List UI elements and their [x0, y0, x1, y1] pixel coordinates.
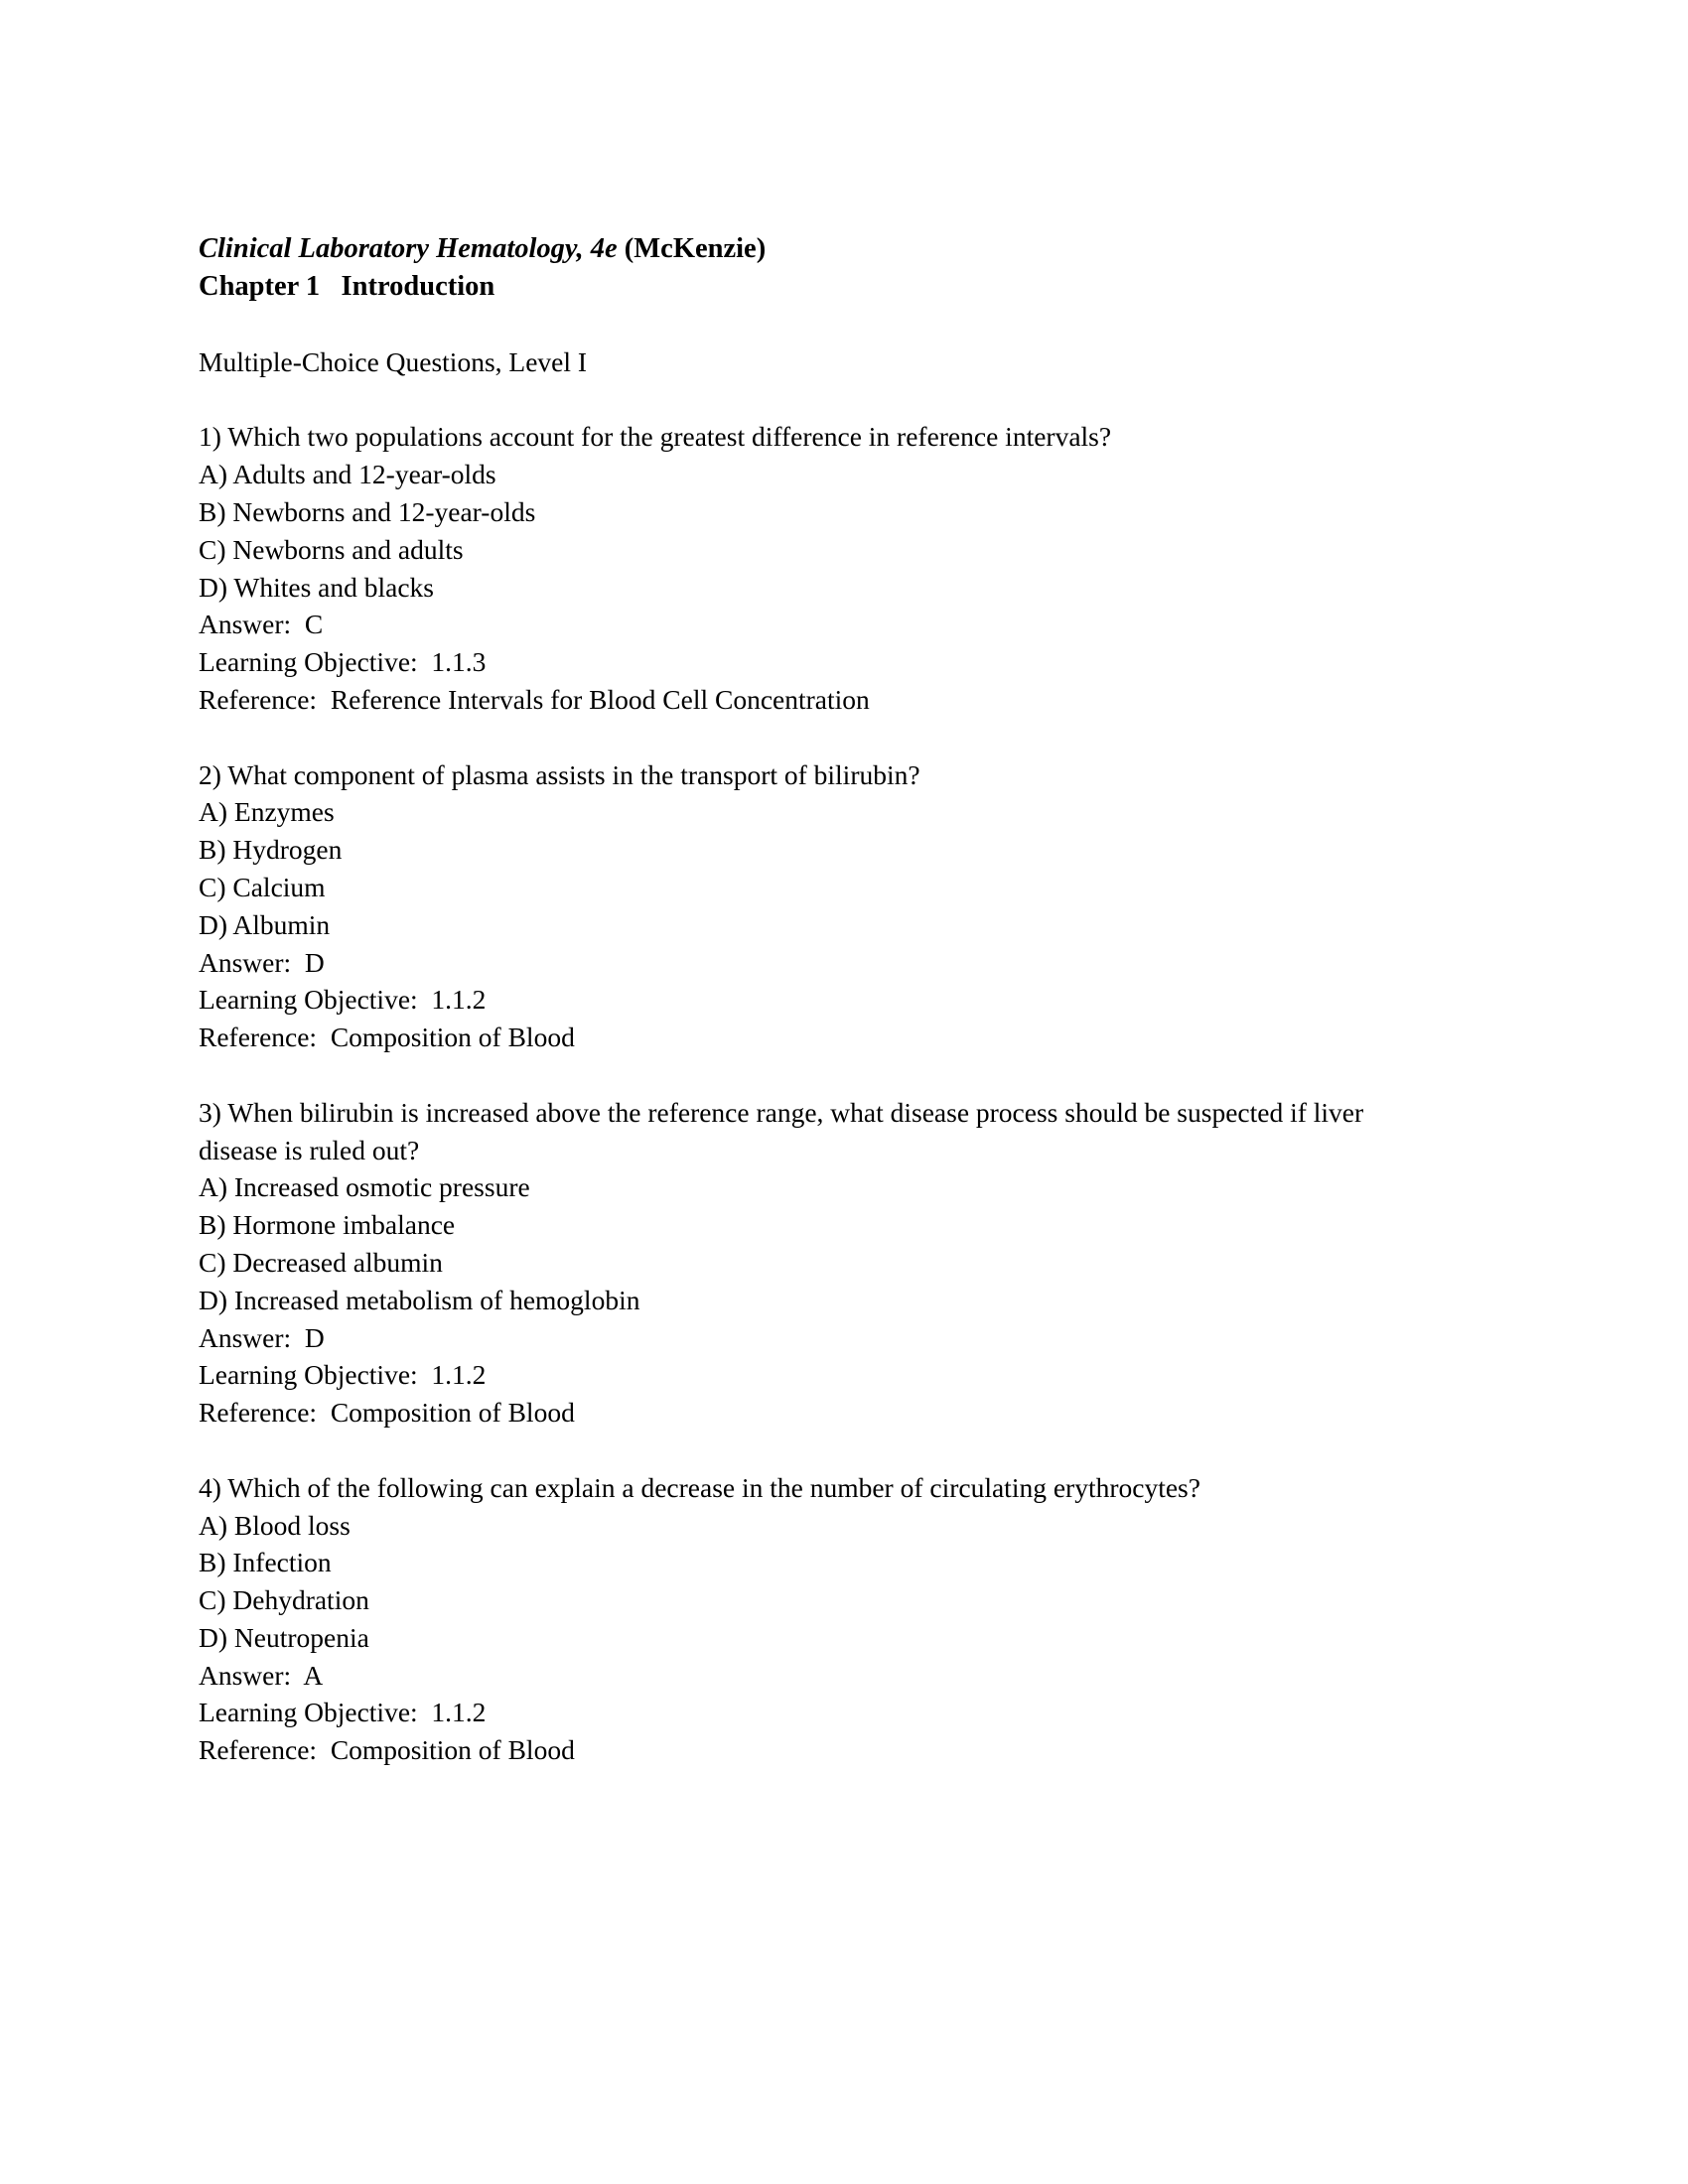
question-stem: 2) What component of plasma assists in the transport of bilirubin?	[199, 758, 920, 790]
question-option: D) Neutropenia	[199, 1621, 369, 1653]
question-block	[199, 418, 1410, 718]
question-stem: 3) When bilirubin is increased above the reference range, what disease process should be suspected if liver disease is ruled out?	[199, 1096, 1371, 1165]
question-reference: Reference: Reference Intervals for Blood Cell Concentration	[199, 683, 870, 715]
question-learning-objective: Learning Objective: 1.1.3	[199, 646, 487, 678]
spacer	[199, 1432, 1410, 1469]
spacer	[199, 1056, 1410, 1094]
spacer	[199, 719, 1410, 756]
question-answer: Answer: D	[199, 946, 325, 978]
question-option: A) Adults and 12-year-olds	[199, 459, 496, 490]
question-option: D) Increased metabolism of hemoglobin	[199, 1284, 640, 1315]
spacer	[199, 381, 1410, 419]
section-label: Multiple-Choice Questions, Level I	[199, 345, 588, 377]
question-reference: Reference: Composition of Blood	[199, 1397, 575, 1429]
spacer	[199, 306, 1410, 343]
question-option: C) Newborns and adults	[199, 533, 464, 565]
question-option: B) Hormone imbalance	[199, 1209, 456, 1241]
document-body	[199, 230, 1410, 1769]
question-learning-objective: Learning Objective: 1.1.2	[199, 984, 487, 1016]
question-block	[199, 756, 1410, 1056]
book-author-text: (McKenzie)	[617, 233, 767, 264]
question-option: B) Hydrogen	[199, 834, 343, 866]
question-option: D) Albumin	[199, 908, 331, 940]
question-option: C) Calcium	[199, 871, 326, 902]
question-option: C) Dehydration	[199, 1584, 369, 1616]
question-option: B) Infection	[199, 1547, 332, 1578]
question-option: A) Enzymes	[199, 796, 335, 828]
question-option: A) Increased osmotic pressure	[199, 1171, 530, 1203]
question-block	[199, 1469, 1410, 1769]
question-learning-objective: Learning Objective: 1.1.2	[199, 1359, 487, 1391]
book-title-text: Clinical Laboratory Hematology, 4e	[199, 233, 618, 264]
question-reference: Reference: Composition of Blood	[199, 1734, 575, 1766]
chapter-heading: Chapter 1 Introduction	[199, 271, 495, 302]
question-answer: Answer: C	[199, 609, 324, 640]
question-learning-objective: Learning Objective: 1.1.2	[199, 1697, 487, 1728]
question-option: A) Blood loss	[199, 1509, 351, 1541]
question-reference: Reference: Composition of Blood	[199, 1022, 575, 1053]
question-answer: Answer: D	[199, 1321, 325, 1353]
question-option: C) Decreased albumin	[199, 1246, 443, 1278]
question-option: D) Whites and blacks	[199, 571, 434, 603]
question-stem: 1) Which two populations account for the greatest difference in reference intervals?	[199, 421, 1112, 453]
question-block	[199, 1094, 1410, 1432]
question-answer: Answer: A	[199, 1659, 324, 1691]
question-option: B) Newborns and 12-year-olds	[199, 495, 536, 527]
question-stem: 4) Which of the following can explain a decrease in the number of circulating erythrocytes?	[199, 1471, 1200, 1503]
document-title	[199, 230, 1410, 268]
